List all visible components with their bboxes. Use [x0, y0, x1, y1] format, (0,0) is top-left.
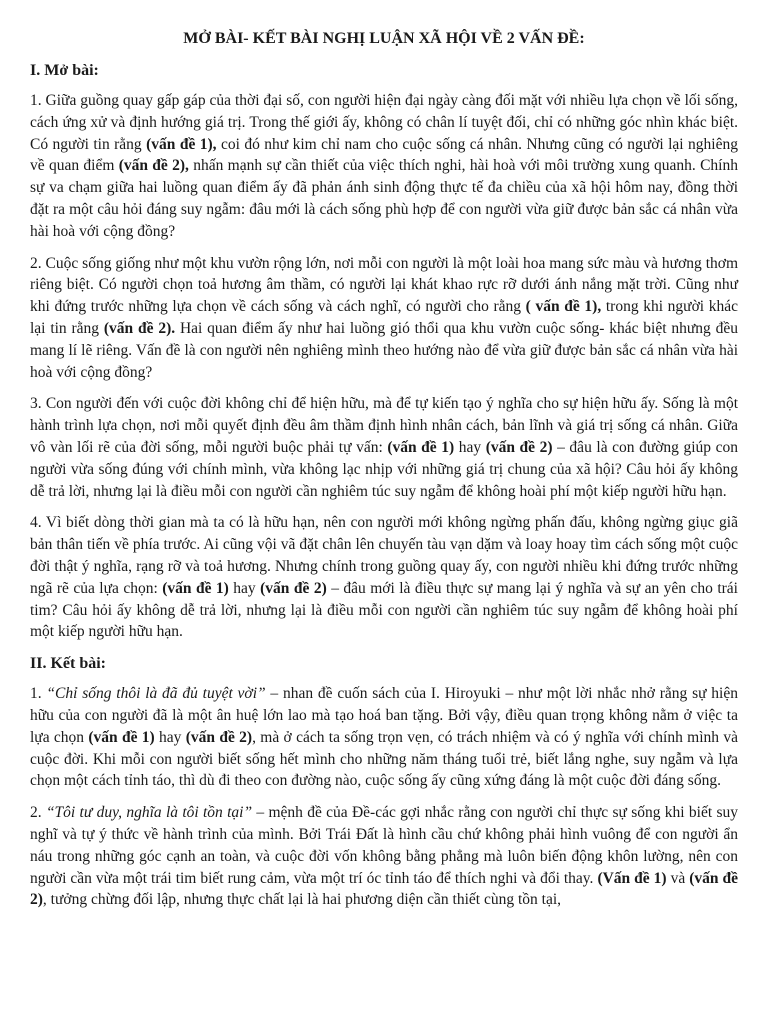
text-run: 2. Cuộc sống giống như một khu vườn rộng lớn, nơi mỗi con người là một loài hoa mang sức màu và hương thơm riêng biệt. Có người chọn toả hương âm thầm, có người lại khát khao rực rỡ dưới ánh nắng mặt trời. Cũng như khi đứng trước những lựa chọn về cách sống và cách nghĩ, có người cho rằng: [30, 254, 738, 316]
bold-text: ( vấn đề 1),: [525, 298, 602, 316]
text-run: – nhan đề cuốn sách của I. Hiroyuki – như một lời nhắc nhở rằng sự hiện hữu của con người đã là một ân huệ lớn lao mà tạo hoá ban tặng. Bởi vậy, điều quan trọng không nằm ở việc ta lựa chọn: [30, 685, 738, 746]
text-run: và: [666, 869, 690, 887]
bold-text: (vấn đề 2): [185, 728, 253, 746]
text-run: 4. Vì biết dòng thời gian mà ta có là hữu hạn, nên con người mới không ngừng phấn đấu, không ngừng giục giã bản thân tiến về phía trước. Ai cũng vội vã đặt chân lên chuyến tàu vạn dặm và loay hoay tìm cách sống một cuộc đời thật ý nghĩa, rạng rỡ và toả hương. Nhưng chính trong guồng quay ấy, con người nhiều khi đứng trước những ngã rẽ của lựa chọn:: [30, 514, 738, 597]
section-heading: II. Kết bài:: [30, 655, 106, 673]
text-run: 1. Giữa guồng quay gấp gáp của thời đại số, con người hiện đại ngày càng đối mặt với nhiều lựa chọn về lối sống, cách ứng xử và định hướng giá trị. Trong thế giới ấy, không có chân lí tuyệt đối, chỉ có những góc nhìn khác biệt. Có người tin rằng: [30, 92, 738, 153]
paragraph: [30, 253, 738, 384]
document-title: MỞ BÀI- KẾT BÀI NGHỊ LUẬN XÃ HỘI VỀ 2 VẤN ĐỀ:: [183, 30, 585, 47]
bold-text: (vấn đề 2): [485, 438, 553, 456]
bold-text: (vấn đề 1): [162, 579, 229, 597]
text-run: nhấn mạnh sự cần thiết của việc thích nghi, hài hoà với môi trường xung quanh. Chính sự va chạm giữa hai luồng quan điểm ấy đã phản ánh sinh động thực tế đa chiều của xã hội hôm nay, đồng thời đặt ra một câu hỏi đáng suy ngẫm: đâu mới là cách sống phù hợp để con người vừa giữ được bản sắc cá nhân vừa hài hoà với cộng đồng?: [30, 157, 738, 240]
paragraph: [30, 802, 738, 911]
bold-text: (vấn đề 1): [88, 728, 155, 746]
document-body: [30, 60, 738, 911]
text-run: hay: [228, 579, 261, 597]
section-heading: I. Mở bài:: [30, 62, 99, 79]
text-run: hay: [154, 728, 186, 746]
text-run: – đâu mới là điều thực sự mang lại ý nghĩa và sự an yên cho trái tim? Câu hỏi ấy không dễ trả lời, nhưng lại là điều mỗi con người cần nghiêm túc suy ngẫm để không hoài phí một kiếp người hữu hạn.: [30, 579, 738, 641]
bold-text: (vấn đề 2),: [118, 157, 189, 175]
italic-quote: “Chỉ sống thôi là đã đủ tuyệt vời”: [46, 685, 266, 703]
text-run: , tưởng chừng đối lập, nhưng thực chất lại là hai phương diện cần thiết cùng tồn tại,: [42, 891, 562, 909]
bold-text: (vấn đề 2): [260, 579, 327, 597]
paragraph: [30, 393, 738, 502]
bold-text: (vấn đề 2).: [103, 319, 176, 337]
bold-text: (vấn đề 2): [30, 869, 738, 909]
text-run: hay: [454, 438, 486, 456]
paragraph: [30, 90, 738, 243]
bold-text: (vấn đề 1): [387, 438, 455, 456]
text-run: – đâu là con đường giúp con người vừa sống đúng với chính mình, vừa không lạc nhịp với những giá trị chung của xã hội? Câu hỏi ấy không dễ trả lời, nhưng lại là điều mỗi con người cần nghiêm túc suy ngẫm để không hoài phí một kiếp người hữu hạn.: [30, 438, 739, 500]
bold-text: (Vấn đề 1): [597, 869, 667, 887]
text-run: 1.: [30, 685, 47, 703]
paragraph: [30, 683, 738, 792]
text-run: , mà ở cách ta sống trọn vẹn, có trách nhiệm và có ý nghĩa với chính mình và cuộc đời. Khi mỗi con người biết sống hết mình cho những năm tháng tuổi trẻ, biết lắng nghe, suy ngẫm và lựa chọn một cách tỉnh táo, thì dù đi theo con đường nào, cuộc sống ấy cũng xứng đáng là một cuộc đời đáng sống.: [30, 728, 738, 790]
text-run: – mệnh đề của Đề-các gợi nhắc rằng con người chỉ thực sự sống khi biết suy nghĩ và tự ý thức về hành trình của mình. Bởi Trái Đất là hình cầu chứ không phải hình vuông để con người ẩn náu trong những góc cạnh an toàn, và cuộc đời vốn không bằng phẳng mà luôn biến động khôn lường, nên con người cần vừa một trái tim biết rung cảm, vừa một trí óc tỉnh táo để thích nghi và đổi thay.: [30, 804, 738, 887]
italic-quote: “Tôi tư duy, nghĩa là tôi tồn tại”: [45, 804, 253, 822]
text-run: 3. Con người đến với cuộc đời không chỉ để hiện hữu, mà để tự kiến tạo ý nghĩa cho sự hiện hữu ấy. Sống là một hành trình lựa chọn, nơi mỗi quyết định đều âm thầm định hình nhân cách, bản lĩnh và giá trị sống cá nhân. Giữa vô vàn lối rẽ của đời sống, mỗi người buộc phải tự vấn:: [30, 395, 738, 456]
bold-text: (vấn đề 1),: [146, 135, 217, 153]
paragraph: [30, 512, 738, 643]
text-run: coi đó như kim chỉ nam cho cuộc sống cá nhân. Nhưng cũng có người lại nghiêng về quan điểm: [30, 135, 738, 175]
text-run: trong khi người khác lại tin rằng: [30, 298, 738, 337]
text-run: Hai quan điểm ấy như hai luồng gió thổi qua khu vườn cuộc sống- khác biệt nhưng đều mang lí lẽ riêng. Vấn đề là con người nên nghiêng mình theo hướng nào để vừa giữ được bản sắc cá nhân vừa hài hoà với cộng đồng?: [30, 319, 738, 381]
text-run: 2.: [30, 804, 46, 822]
